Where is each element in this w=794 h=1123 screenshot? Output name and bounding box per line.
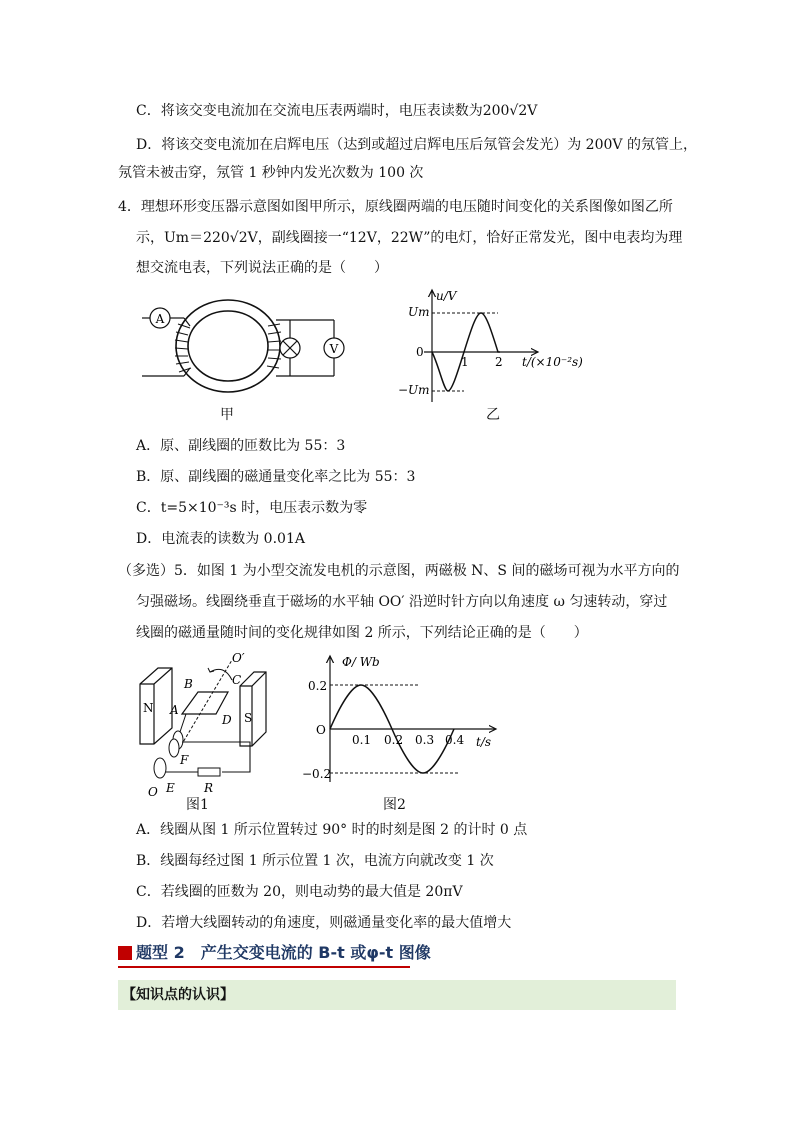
corner-c-label: C: [232, 673, 242, 687]
neg-um-label: −Um: [398, 383, 430, 397]
u-tick-2: 2: [495, 355, 503, 369]
s-pole-label: S: [244, 711, 253, 725]
q3-option-d-line2: 氖管未被击穿，氖管 1 秒钟内发光次数为 100 次: [118, 165, 424, 181]
q5-option-a: A．线圈从图 1 所示位置转过 90° 时的时刻是图 2 的计时 0 点: [136, 822, 528, 838]
flux-origin-label: O: [316, 723, 326, 737]
resistor-r-label: R: [204, 781, 214, 795]
q5-option-c: C．若线圈的匝数为 20，则电动势的最大值是 20πV: [136, 884, 463, 900]
ammeter-label: A: [155, 312, 165, 326]
corner-a-label: A: [170, 703, 179, 717]
ac-generator-diagram: [136, 650, 296, 800]
flux-tick-4: 0.4: [445, 733, 465, 747]
q5-option-b: B．线圈每经过图 1 所示位置 1 次，电流方向就改变 1 次: [136, 853, 494, 869]
flux-tick-2: 0.2: [384, 733, 404, 747]
voltmeter-label: V: [329, 342, 339, 356]
q4-stem-line2: 示，Um＝220√2V，副线圈接一“12V，22W”的电灯，恰好正常发光，图中电表均为理: [136, 230, 683, 246]
q5-stem-line1: （多选）5．如图 1 为小型交流发电机的示意图，两磁极 N、S 间的磁场可视为水平方向的: [118, 563, 680, 579]
q5-option-d: D．若增大线圈转动的角速度，则磁通量变化率的最大值增大: [136, 915, 512, 931]
u-tick-1: 1: [461, 355, 469, 369]
fig-a-caption: 甲: [220, 407, 234, 423]
q4-option-d: D．电流表的读数为 0.01A: [136, 531, 305, 547]
brush-f-label: F: [180, 753, 189, 767]
n-pole-label: N: [143, 701, 154, 715]
fig2-caption: 图2: [383, 797, 406, 813]
q4-option-c: C．t=5×10⁻³s 时，电压表示数为零: [136, 500, 368, 516]
section-underline: [118, 966, 410, 968]
u-origin-label: 0: [416, 345, 424, 359]
q5-stem-line3: 线圈的磁通量随时间的变化规律如图 2 所示，下列结论正确的是（ ）: [136, 625, 588, 641]
section-title: 题型 2 产生交变电流的 B-t 或φ-t 图像: [136, 943, 431, 962]
q4-stem-line3: 想交流电表，下列说法正确的是（ ）: [136, 260, 388, 276]
coil-loop: [182, 692, 228, 714]
um-label: Um: [408, 305, 430, 319]
q4-option-b: B．原、副线圈的磁通量变化率之比为 55：3: [136, 469, 416, 485]
flux-tick-1: 0.1: [352, 733, 372, 747]
flux-time-graph: [300, 650, 500, 786]
corner-d-label: D: [222, 713, 232, 727]
axis-o-prime-label: O′: [232, 651, 245, 665]
q5-stem-line2: 匀强磁场。线圈绕垂直于磁场的水平轴 OO′ 沿逆时针方向以角速度 ω 匀速转动，穿过: [136, 594, 668, 610]
q4-option-a: A．原、副线圈的匝数比为 55：3: [136, 438, 346, 454]
t-axis-label: t/(×10⁻²s): [522, 355, 583, 369]
corner-b-label: B: [184, 677, 193, 691]
fig1-caption: 图1: [186, 797, 209, 813]
axis-o-label: O: [148, 785, 158, 799]
voltage-time-graph: [394, 286, 604, 402]
brush-e-label: E: [166, 781, 175, 795]
time-axis-label: t/s: [476, 735, 492, 749]
q4-stem-line1: 4．理想环形变压器示意图如图甲所示，原线圈两端的电压随时间变化的关系图像如图乙所: [118, 199, 673, 215]
flux-axis-label: Φ/ Wb: [342, 655, 380, 669]
flux-pos-label: 0.2: [308, 679, 328, 693]
flux-neg-label: −0.2: [302, 767, 332, 781]
resistor-symbol: [198, 768, 220, 776]
q3-option-d-line1: D．将该交变电流加在启辉电压（达到或超过启辉电压后氖管会发光）为 200V 的氖管上，: [136, 137, 697, 153]
toroidal-transformer-diagram: [138, 290, 358, 422]
knowledge-label: 【知识点的认识】: [122, 987, 234, 1003]
q3-option-c: C．将该交变电流加在交流电压表两端时，电压表读数为200√2V: [136, 103, 538, 119]
fig-b-caption: 乙: [486, 407, 500, 423]
u-axis-label: u/V: [436, 289, 457, 303]
flux-tick-3: 0.3: [415, 733, 435, 747]
section-marker: [118, 946, 132, 960]
